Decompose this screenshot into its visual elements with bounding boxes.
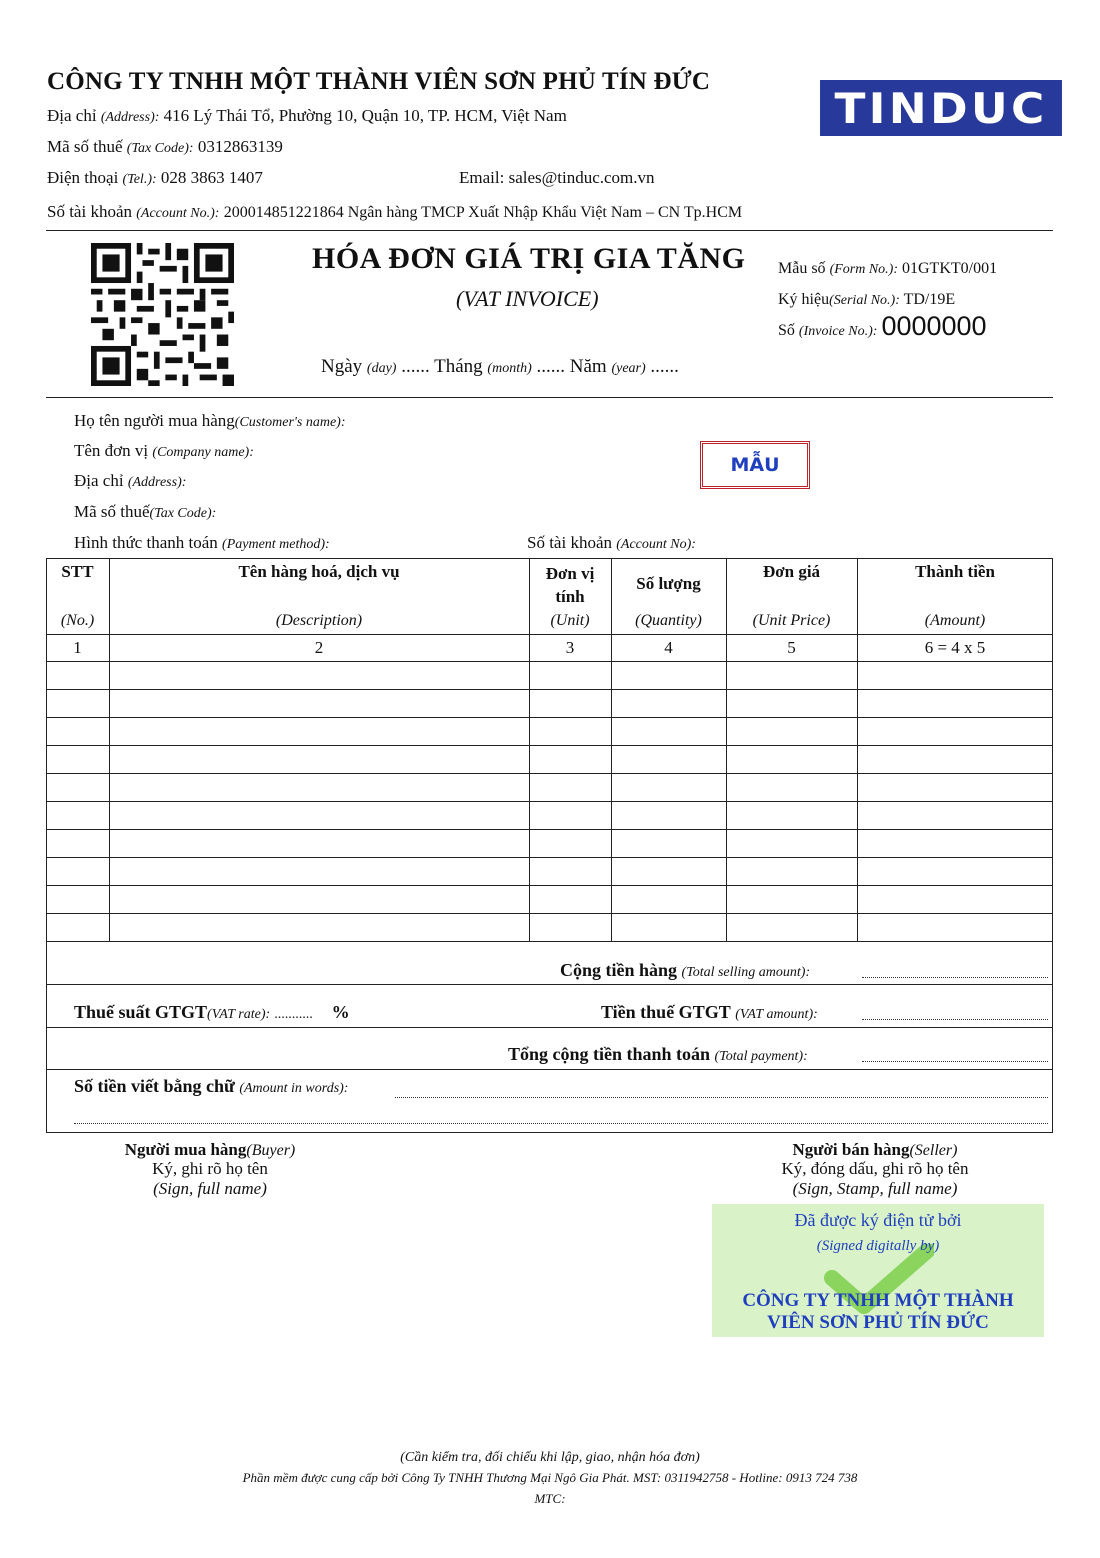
qr-code-icon bbox=[91, 243, 234, 386]
table-row bbox=[46, 829, 1053, 830]
payment-method-line: Hình thức thanh toán (Payment method): bbox=[74, 533, 330, 552]
vat-rate-label: Thuế suất GTGT(VAT rate): ........... % bbox=[74, 1002, 350, 1022]
amount-in-words-label: Số tiền viết bằng chữ (Amount in words): bbox=[74, 1076, 349, 1096]
table-row bbox=[46, 773, 1053, 774]
table-row bbox=[46, 661, 1053, 662]
vat-amount-dotted-line bbox=[862, 1019, 1048, 1020]
invoice-title: HÓA ĐƠN GIÁ TRỊ GIA TĂNG bbox=[312, 242, 746, 275]
signed-by-company-line2: VIÊN SƠN PHỦ TÍN ĐỨC bbox=[767, 1312, 989, 1333]
table-row bbox=[46, 717, 1053, 718]
company-logo: TINDUC bbox=[820, 80, 1062, 136]
customer-address-line: Địa chỉ (Address): bbox=[74, 471, 187, 490]
col-header-unit: Đơn vị tính bbox=[545, 564, 595, 606]
signed-digitally-text: Đã được ký điện tử bởi bbox=[794, 1210, 962, 1230]
col-index-5: 5 bbox=[787, 638, 796, 657]
footer-software-provider: Phần mềm được cung cấp bởi Công Ty TNHH Thương Mại Ngô Gia Phát. MST: 0311942758 - Hotline: 0913 724 738 bbox=[242, 1470, 858, 1485]
company-phone: Điện thoại (Tel.): 028 3863 1407 bbox=[47, 168, 263, 187]
invoice-number: Số (Invoice No.): 0000000 bbox=[778, 311, 987, 341]
col-index-1: 1 bbox=[73, 638, 82, 657]
table-row bbox=[46, 857, 1053, 858]
col-header-unit-price: Đơn giá bbox=[762, 562, 821, 581]
sample-stamp: MẪU bbox=[700, 441, 810, 489]
customer-tax-line: Mã số thuế(Tax Code): bbox=[74, 502, 217, 521]
col-header-description: Tên hàng hoá, dịch vụ bbox=[238, 562, 400, 581]
customer-name-line: Họ tên người mua hàng(Customer's name): bbox=[74, 411, 346, 430]
header-row-divider bbox=[46, 634, 1053, 635]
amount-in-words-dotted-line bbox=[395, 1097, 1048, 1098]
col-header-unit-price-en: (Unit Price) bbox=[752, 612, 831, 629]
table-row bbox=[46, 885, 1053, 886]
col-header-no: STT bbox=[61, 562, 94, 581]
col-header-amount: Thành tiền bbox=[915, 562, 995, 581]
totals-divider bbox=[46, 1027, 1053, 1028]
amount-in-words-dotted-line-2 bbox=[74, 1123, 1048, 1124]
col-header-quantity: Số lượng bbox=[636, 574, 701, 593]
totals-divider bbox=[46, 1069, 1053, 1070]
col-header-no-en: (No.) bbox=[60, 612, 95, 629]
col-header-description-en: (Description) bbox=[275, 612, 363, 629]
serial-number: Ký hiệu(Serial No.): TD/19E bbox=[778, 291, 956, 308]
customer-account-line: Số tài khoản (Account No): bbox=[527, 533, 696, 552]
col-header-quantity-en: (Quantity) bbox=[635, 612, 702, 629]
invoice-date: Ngày (day) ...... Tháng (month) ...... Năm (year) ...... bbox=[321, 356, 679, 377]
signed-by-company-line1: CÔNG TY TNHH MỘT THÀNH bbox=[742, 1290, 1014, 1311]
table-row bbox=[46, 745, 1053, 746]
company-email: Email: sales@tinduc.com.vn bbox=[459, 168, 655, 187]
total-payment-dotted-line bbox=[862, 1061, 1048, 1062]
table-row bbox=[46, 941, 1053, 942]
col-header-unit-en: (Unit) bbox=[550, 612, 590, 629]
header-divider bbox=[46, 230, 1053, 231]
title-divider bbox=[46, 397, 1053, 398]
company-tax-code: Mã số thuế (Tax Code): 0312863139 bbox=[47, 137, 283, 156]
company-name-line: Tên đơn vị (Company name): bbox=[74, 441, 254, 460]
col-index-2: 2 bbox=[314, 638, 324, 657]
company-address: Địa chỉ (Address): 416 Lý Thái Tổ, Phường 10, Quận 10, TP. HCM, Việt Nam bbox=[47, 106, 567, 125]
vat-amount-label: Tiền thuế GTGT (VAT amount): bbox=[601, 1002, 818, 1022]
invoice-subtitle: (VAT INVOICE) bbox=[456, 286, 599, 311]
company-account: Số tài khoản (Account No.): 200014851221864 Ngân hàng TMCP Xuất Nhập Khẩu Việt Nam – CN Tp.HCM bbox=[47, 202, 743, 221]
totals-divider bbox=[46, 984, 1053, 985]
buyer-signature-block: Người mua hàng(Buyer) Ký, ghi rõ họ tên (Sign, full name) bbox=[124, 1140, 296, 1198]
seller-signature-block: Người bán hàng(Seller) Ký, đóng dấu, ghi rõ họ tên (Sign, Stamp, full name) bbox=[781, 1140, 969, 1198]
table-row bbox=[46, 801, 1053, 802]
col-index-4: 4 bbox=[664, 638, 673, 657]
digital-signature-box bbox=[712, 1204, 1044, 1337]
form-number: Mẫu số (Form No.): 01GTKT0/001 bbox=[778, 260, 998, 277]
subtotal-label: Cộng tiền hàng (Total selling amount): bbox=[560, 960, 811, 980]
table-row bbox=[46, 689, 1053, 690]
company-name: CÔNG TY TNHH MỘT THÀNH VIÊN SƠN PHỦ TÍN ĐỨC bbox=[47, 68, 711, 95]
signed-digitally-text-en: (Signed digitally by) bbox=[816, 1238, 940, 1254]
footer-mtc: MTC: bbox=[534, 1491, 566, 1506]
col-index-6: 6 = 4 x 5 bbox=[924, 638, 986, 657]
col-index-3: 3 bbox=[565, 638, 575, 657]
col-header-amount-en: (Amount) bbox=[924, 612, 986, 629]
table-row bbox=[46, 913, 1053, 914]
footer-note: (Cần kiểm tra, đối chiếu khi lập, giao, nhận hóa đơn) bbox=[400, 1450, 700, 1465]
subtotal-dotted-line bbox=[862, 977, 1048, 978]
total-payment-label: Tổng cộng tiền thanh toán (Total payment): bbox=[508, 1044, 808, 1064]
